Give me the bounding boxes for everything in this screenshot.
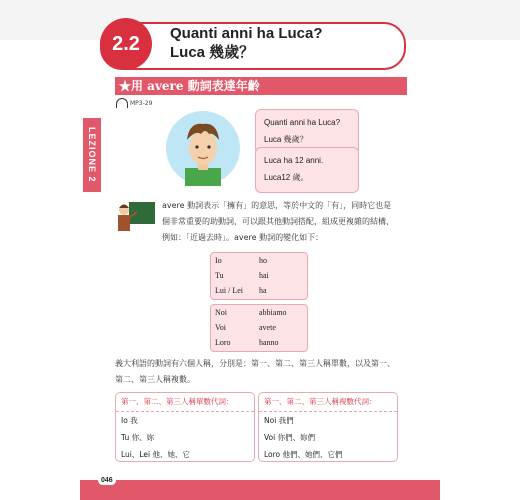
answer-italian: Luca ha 12 anni.	[264, 156, 324, 165]
conjugation-row	[211, 305, 307, 320]
chapter-title	[170, 24, 323, 62]
avere-explanation	[162, 198, 402, 246]
verb-form-cell: hai	[259, 271, 269, 280]
boy-avatar-illustration	[165, 110, 241, 186]
question-italian: Quanti anni ha Luca?	[264, 118, 341, 127]
conjugation-row	[211, 283, 307, 298]
section-heading: ★用 avere 動詞表達年齡	[115, 77, 407, 95]
conjugation-plural-table	[210, 304, 308, 352]
pronoun-line: Lui、Lei 他、她、它	[121, 450, 191, 459]
chapter-number: 2.2	[100, 18, 152, 70]
audio-track[interactable]	[116, 98, 152, 108]
verb-form-cell: hanno	[259, 338, 279, 347]
conjugation-row	[211, 253, 307, 268]
pronoun-cell: Io	[215, 256, 222, 265]
conjugation-singular-table	[210, 252, 308, 300]
pronoun-cell: Voi	[215, 323, 226, 332]
verb-form-cell: ha	[259, 286, 267, 295]
pronoun-cell: Noi	[215, 308, 227, 317]
persons-note-line1: 義大利語的動詞有六個人稱，分別是：第一、第二、第三人稱單數，以及第一、	[115, 359, 395, 368]
singular-pronouns-box	[115, 392, 255, 462]
chapter-title-line1: Quanti anni ha Luca?	[170, 25, 323, 42]
lesson-side-tab: LEZIONE 2	[83, 118, 101, 192]
plural-pronouns-box	[258, 392, 398, 462]
pronoun-line: Loro 他們、她們、它們	[264, 450, 343, 459]
explanation-line1: avere 動詞表示「擁有」的意思，等於中文的「有」，同時它也是	[162, 201, 392, 210]
headphones-icon	[116, 98, 128, 108]
conjugation-row	[211, 268, 307, 283]
footer-bar	[80, 480, 440, 500]
verb-form-cell: ho	[259, 256, 267, 265]
pronoun-line: Tu 你、妳	[121, 433, 155, 442]
audio-track-label: MP3-29	[130, 99, 153, 107]
pronoun-cell: Loro	[215, 338, 231, 347]
pronoun-line: Io 我	[121, 416, 138, 425]
conjugation-row	[211, 320, 307, 335]
plural-pronouns-heading: 第一、第二、第三人稱複數代詞：	[259, 393, 397, 412]
singular-pronouns-heading: 第一、第二、第三人稱單數代詞：	[116, 393, 254, 412]
persons-note	[115, 356, 405, 388]
pronoun-cell: Lui / Lei	[215, 286, 243, 295]
pronoun-line: Noi 我們	[264, 416, 294, 425]
verb-form-cell: abbiamo	[259, 308, 287, 317]
explanation-line3: 例如：「近過去時」。avere 動詞的變化如下：	[162, 233, 324, 242]
verb-form-cell: avete	[259, 323, 276, 332]
pronoun-line: Voi 你們、妳們	[264, 433, 316, 442]
answer-bubble	[255, 147, 359, 193]
question-chinese: Luca 幾歲？	[264, 135, 308, 144]
chapter-title-line2: Luca 幾歲？	[170, 44, 255, 61]
conjugation-row	[211, 335, 307, 350]
persons-note-line2: 第二、第三人稱複數。	[115, 375, 195, 384]
explanation-line2: 個非常重要的助動詞，可以跟其他動詞搭配，組成更複雜的結構，	[162, 217, 394, 226]
answer-chinese: Luca12 歲。	[264, 173, 309, 182]
page-number: 046	[98, 476, 116, 485]
teacher-illustration	[115, 198, 155, 238]
pronoun-cell: Tu	[215, 271, 224, 280]
